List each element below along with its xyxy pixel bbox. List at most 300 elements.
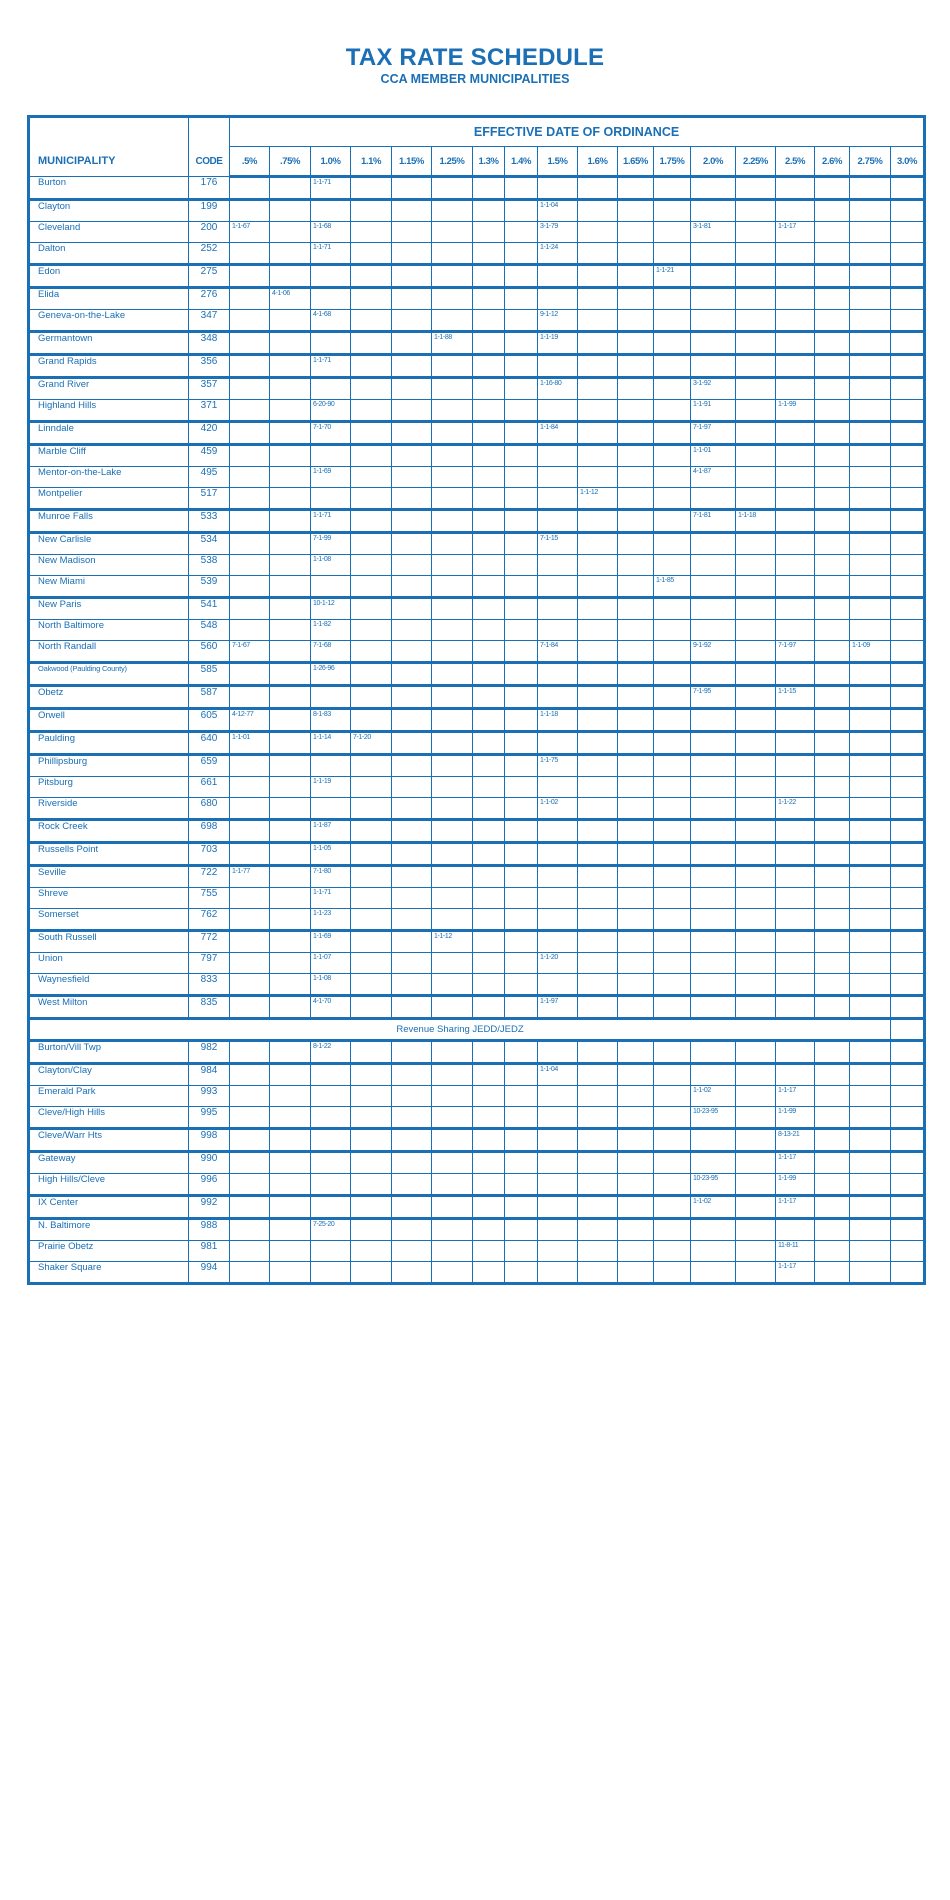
date-cell: 4-1-70 bbox=[311, 996, 351, 1019]
date-cell bbox=[270, 422, 311, 445]
date-cell bbox=[351, 1129, 392, 1152]
municipality-code: 538 bbox=[189, 555, 230, 576]
date-cell bbox=[815, 265, 850, 288]
date-cell bbox=[776, 510, 815, 533]
date-cell bbox=[891, 222, 925, 243]
date-cell: 7-1-80 bbox=[311, 866, 351, 888]
date-cell bbox=[815, 931, 850, 953]
date-cell bbox=[815, 488, 850, 510]
date-cell bbox=[538, 1041, 578, 1064]
date-cell bbox=[473, 732, 505, 755]
date-cell bbox=[850, 777, 891, 798]
date-cell: 7-1-81 bbox=[691, 510, 736, 533]
date-cell bbox=[392, 1174, 432, 1196]
tax-rate-table bbox=[27, 115, 926, 1285]
date-cell: 8-1-83 bbox=[311, 709, 351, 732]
date-cell bbox=[351, 400, 392, 422]
date-cell bbox=[891, 1219, 925, 1241]
municipality-name: New Carlisle bbox=[29, 533, 189, 555]
date-cell bbox=[891, 1196, 925, 1219]
table-row bbox=[29, 488, 925, 510]
municipality-name: Phillipsburg bbox=[29, 755, 189, 777]
date-cell bbox=[776, 355, 815, 378]
date-cell bbox=[815, 555, 850, 576]
date-cell bbox=[736, 445, 776, 467]
date-cell bbox=[618, 1129, 654, 1152]
date-cell bbox=[691, 1064, 736, 1086]
date-cell bbox=[270, 888, 311, 909]
date-cell bbox=[776, 1041, 815, 1064]
date-cell: 1-1-68 bbox=[311, 222, 351, 243]
date-cell bbox=[850, 931, 891, 953]
date-cell bbox=[815, 620, 850, 641]
date-cell bbox=[891, 996, 925, 1019]
date-cell bbox=[691, 866, 736, 888]
date-cell bbox=[815, 888, 850, 909]
date-cell bbox=[473, 909, 505, 931]
date-cell bbox=[776, 909, 815, 931]
date-cell bbox=[432, 663, 473, 686]
date-cell bbox=[230, 288, 270, 310]
date-cell bbox=[891, 243, 925, 265]
date-cell bbox=[473, 663, 505, 686]
date-cell bbox=[776, 777, 815, 798]
municipality-name: Riverside bbox=[29, 798, 189, 820]
date-cell bbox=[736, 798, 776, 820]
date-cell bbox=[230, 1219, 270, 1241]
date-cell bbox=[815, 1041, 850, 1064]
date-cell bbox=[815, 598, 850, 620]
date-cell bbox=[270, 355, 311, 378]
date-cell bbox=[850, 1174, 891, 1196]
date-cell bbox=[230, 400, 270, 422]
date-cell bbox=[505, 709, 538, 732]
date-cell bbox=[654, 798, 691, 820]
date-cell bbox=[776, 378, 815, 400]
date-cell bbox=[850, 222, 891, 243]
municipality-name: Linndale bbox=[29, 422, 189, 445]
date-cell bbox=[578, 467, 618, 488]
date-cell bbox=[654, 488, 691, 510]
date-cell bbox=[230, 265, 270, 288]
date-cell bbox=[654, 310, 691, 332]
table-row bbox=[29, 288, 925, 310]
date-cell bbox=[815, 310, 850, 332]
date-cell bbox=[505, 777, 538, 798]
municipality-name: Marble Cliff bbox=[29, 445, 189, 467]
date-cell bbox=[736, 467, 776, 488]
date-cell: 1-1-75 bbox=[538, 755, 578, 777]
date-cell: 1-1-71 bbox=[311, 510, 351, 533]
municipality-name: Burton bbox=[29, 177, 189, 200]
date-cell bbox=[270, 1064, 311, 1086]
date-cell bbox=[891, 820, 925, 843]
date-cell bbox=[618, 1219, 654, 1241]
date-cell bbox=[270, 1107, 311, 1129]
municipality-name: Somerset bbox=[29, 909, 189, 931]
municipality-name: Elida bbox=[29, 288, 189, 310]
date-cell bbox=[505, 843, 538, 866]
date-cell: 4-1-68 bbox=[311, 310, 351, 332]
date-cell bbox=[618, 378, 654, 400]
municipality-name: Grand River bbox=[29, 378, 189, 400]
date-cell bbox=[505, 598, 538, 620]
rate-header: 2.25% bbox=[736, 147, 776, 177]
date-cell bbox=[505, 953, 538, 974]
date-cell bbox=[538, 909, 578, 931]
date-cell bbox=[815, 663, 850, 686]
date-cell bbox=[578, 243, 618, 265]
date-cell: 1-1-20 bbox=[538, 953, 578, 974]
date-cell bbox=[736, 265, 776, 288]
date-cell bbox=[473, 1152, 505, 1174]
date-cell bbox=[538, 1219, 578, 1241]
date-cell: 8-1-22 bbox=[311, 1041, 351, 1064]
date-cell bbox=[473, 641, 505, 663]
table-row bbox=[29, 641, 925, 663]
municipality-code: 459 bbox=[189, 445, 230, 467]
municipality-name: Dalton bbox=[29, 243, 189, 265]
date-cell bbox=[891, 533, 925, 555]
date-cell bbox=[270, 467, 311, 488]
date-cell bbox=[270, 265, 311, 288]
date-cell bbox=[432, 888, 473, 909]
date-cell bbox=[270, 576, 311, 598]
date-cell bbox=[473, 488, 505, 510]
date-cell bbox=[618, 777, 654, 798]
date-cell bbox=[351, 1086, 392, 1107]
date-cell bbox=[311, 1241, 351, 1262]
date-cell bbox=[736, 777, 776, 798]
date-cell bbox=[505, 1041, 538, 1064]
municipality-name: Gateway bbox=[29, 1152, 189, 1174]
date-cell bbox=[432, 1174, 473, 1196]
date-cell: 1-1-18 bbox=[538, 709, 578, 732]
rate-header: 2.0% bbox=[691, 147, 736, 177]
date-cell bbox=[736, 1174, 776, 1196]
date-cell bbox=[270, 709, 311, 732]
date-cell bbox=[230, 445, 270, 467]
date-cell bbox=[691, 777, 736, 798]
date-cell bbox=[578, 1152, 618, 1174]
date-cell: 10-23-95 bbox=[691, 1174, 736, 1196]
date-cell bbox=[473, 1262, 505, 1284]
table-row bbox=[29, 974, 925, 996]
date-cell bbox=[578, 866, 618, 888]
date-cell bbox=[270, 953, 311, 974]
date-cell bbox=[691, 663, 736, 686]
date-cell bbox=[776, 533, 815, 555]
date-cell bbox=[578, 843, 618, 866]
date-cell bbox=[654, 909, 691, 931]
date-cell bbox=[850, 445, 891, 467]
date-cell bbox=[432, 265, 473, 288]
municipality-code: 276 bbox=[189, 288, 230, 310]
rate-header: 1.75% bbox=[654, 147, 691, 177]
date-cell bbox=[270, 1241, 311, 1262]
municipality-name: Prairie Obetz bbox=[29, 1241, 189, 1262]
date-cell bbox=[618, 953, 654, 974]
date-cell bbox=[505, 222, 538, 243]
date-cell bbox=[776, 243, 815, 265]
date-cell bbox=[691, 909, 736, 931]
date-cell bbox=[618, 888, 654, 909]
date-cell bbox=[850, 422, 891, 445]
date-cell bbox=[815, 467, 850, 488]
table-row bbox=[29, 953, 925, 974]
date-cell bbox=[432, 996, 473, 1019]
municipality-code: 539 bbox=[189, 576, 230, 598]
date-cell bbox=[392, 777, 432, 798]
date-cell bbox=[736, 820, 776, 843]
date-cell bbox=[891, 974, 925, 996]
date-cell: 1-1-84 bbox=[538, 422, 578, 445]
date-cell bbox=[654, 732, 691, 755]
date-cell bbox=[230, 888, 270, 909]
date-cell bbox=[815, 422, 850, 445]
date-cell bbox=[691, 620, 736, 641]
date-cell bbox=[850, 996, 891, 1019]
date-cell bbox=[538, 777, 578, 798]
date-cell bbox=[432, 488, 473, 510]
date-cell bbox=[815, 222, 850, 243]
date-cell bbox=[776, 843, 815, 866]
date-cell bbox=[618, 663, 654, 686]
date-cell bbox=[432, 755, 473, 777]
date-cell bbox=[392, 798, 432, 820]
table-row bbox=[29, 445, 925, 467]
date-cell bbox=[654, 332, 691, 355]
date-cell bbox=[578, 445, 618, 467]
rate-header: 1.3% bbox=[473, 147, 505, 177]
date-cell: 7-1-20 bbox=[351, 732, 392, 755]
date-cell bbox=[351, 1152, 392, 1174]
table-row bbox=[29, 576, 925, 598]
date-cell bbox=[736, 843, 776, 866]
date-cell bbox=[432, 576, 473, 598]
date-cell bbox=[654, 445, 691, 467]
date-cell: 9-1-12 bbox=[538, 310, 578, 332]
date-cell bbox=[230, 755, 270, 777]
date-cell bbox=[578, 663, 618, 686]
date-cell bbox=[351, 1041, 392, 1064]
date-cell bbox=[691, 1129, 736, 1152]
date-cell bbox=[230, 931, 270, 953]
date-cell bbox=[736, 709, 776, 732]
date-cell bbox=[776, 310, 815, 332]
date-cell bbox=[815, 1219, 850, 1241]
date-cell bbox=[473, 866, 505, 888]
date-cell bbox=[473, 820, 505, 843]
date-cell bbox=[351, 1174, 392, 1196]
date-cell bbox=[392, 620, 432, 641]
date-cell bbox=[654, 1064, 691, 1086]
date-cell bbox=[850, 686, 891, 709]
date-cell bbox=[505, 265, 538, 288]
date-cell bbox=[505, 663, 538, 686]
rate-header: 1.4% bbox=[505, 147, 538, 177]
date-cell bbox=[776, 931, 815, 953]
date-cell bbox=[618, 288, 654, 310]
date-cell bbox=[776, 576, 815, 598]
date-cell bbox=[392, 1086, 432, 1107]
date-cell: 1-1-17 bbox=[776, 1086, 815, 1107]
municipality-code: 548 bbox=[189, 620, 230, 641]
date-cell bbox=[578, 888, 618, 909]
date-cell bbox=[432, 288, 473, 310]
date-cell bbox=[392, 663, 432, 686]
date-cell bbox=[654, 866, 691, 888]
date-cell bbox=[351, 422, 392, 445]
date-cell bbox=[736, 1041, 776, 1064]
municipality-code: 541 bbox=[189, 598, 230, 620]
date-cell bbox=[815, 576, 850, 598]
date-cell bbox=[311, 1129, 351, 1152]
date-cell bbox=[538, 576, 578, 598]
date-cell bbox=[505, 996, 538, 1019]
date-cell bbox=[432, 641, 473, 663]
date-cell bbox=[351, 355, 392, 378]
section-end-cell bbox=[891, 1019, 925, 1041]
date-cell bbox=[270, 996, 311, 1019]
date-cell: 7-1-84 bbox=[538, 641, 578, 663]
date-cell bbox=[691, 996, 736, 1019]
table-row bbox=[29, 555, 925, 576]
table-row bbox=[29, 1064, 925, 1086]
date-cell bbox=[230, 686, 270, 709]
date-cell bbox=[736, 1086, 776, 1107]
date-cell bbox=[538, 467, 578, 488]
date-cell: 1-1-17 bbox=[776, 1196, 815, 1219]
date-cell bbox=[392, 888, 432, 909]
date-cell bbox=[815, 1174, 850, 1196]
date-cell bbox=[270, 798, 311, 820]
date-cell bbox=[776, 820, 815, 843]
date-cell bbox=[691, 332, 736, 355]
date-cell bbox=[230, 1241, 270, 1262]
date-cell bbox=[392, 686, 432, 709]
date-cell bbox=[230, 422, 270, 445]
date-cell bbox=[654, 709, 691, 732]
municipality-header: MUNICIPALITY bbox=[29, 117, 189, 177]
date-cell: 3-1-92 bbox=[691, 378, 736, 400]
date-cell bbox=[850, 355, 891, 378]
date-cell bbox=[891, 1086, 925, 1107]
date-cell: 1-1-17 bbox=[776, 222, 815, 243]
date-cell bbox=[270, 909, 311, 931]
date-cell bbox=[351, 843, 392, 866]
date-cell bbox=[891, 555, 925, 576]
date-cell bbox=[736, 555, 776, 576]
date-cell bbox=[538, 974, 578, 996]
date-cell bbox=[850, 663, 891, 686]
date-cell bbox=[578, 510, 618, 533]
date-cell bbox=[891, 355, 925, 378]
rate-header: 1.0% bbox=[311, 147, 351, 177]
date-cell bbox=[578, 555, 618, 576]
date-cell: 4-12-77 bbox=[230, 709, 270, 732]
date-cell bbox=[736, 1196, 776, 1219]
date-cell bbox=[618, 200, 654, 222]
date-cell bbox=[618, 598, 654, 620]
date-cell bbox=[776, 467, 815, 488]
date-cell bbox=[654, 1196, 691, 1219]
date-cell bbox=[578, 332, 618, 355]
date-cell bbox=[270, 177, 311, 200]
rate-header: .5% bbox=[230, 147, 270, 177]
date-cell bbox=[736, 243, 776, 265]
date-cell bbox=[538, 1241, 578, 1262]
table-row bbox=[29, 422, 925, 445]
municipality-code: 835 bbox=[189, 996, 230, 1019]
date-cell bbox=[505, 1107, 538, 1129]
table-row bbox=[29, 709, 925, 732]
date-cell bbox=[505, 974, 538, 996]
date-cell bbox=[578, 1086, 618, 1107]
date-cell bbox=[473, 1219, 505, 1241]
date-cell bbox=[654, 1086, 691, 1107]
date-cell bbox=[736, 177, 776, 200]
date-cell bbox=[578, 1041, 618, 1064]
date-cell bbox=[392, 422, 432, 445]
municipality-name: Clayton bbox=[29, 200, 189, 222]
date-cell: 1-1-71 bbox=[311, 177, 351, 200]
date-cell bbox=[392, 200, 432, 222]
date-cell bbox=[270, 1262, 311, 1284]
date-cell bbox=[473, 576, 505, 598]
date-cell bbox=[538, 888, 578, 909]
date-cell bbox=[618, 620, 654, 641]
date-cell: 10-23-95 bbox=[691, 1107, 736, 1129]
date-cell bbox=[351, 288, 392, 310]
date-cell bbox=[618, 820, 654, 843]
date-cell bbox=[505, 243, 538, 265]
date-cell bbox=[505, 755, 538, 777]
date-cell bbox=[578, 755, 618, 777]
date-cell bbox=[815, 866, 850, 888]
municipality-code: 996 bbox=[189, 1174, 230, 1196]
date-cell: 4-1-06 bbox=[270, 288, 311, 310]
date-cell bbox=[311, 1107, 351, 1129]
date-cell bbox=[505, 1129, 538, 1152]
date-cell bbox=[618, 709, 654, 732]
date-cell bbox=[392, 222, 432, 243]
date-cell bbox=[351, 888, 392, 909]
table-row bbox=[29, 177, 925, 200]
date-cell bbox=[736, 909, 776, 931]
date-cell bbox=[351, 1241, 392, 1262]
date-cell bbox=[392, 533, 432, 555]
date-cell bbox=[230, 510, 270, 533]
date-cell: 1-1-09 bbox=[850, 641, 891, 663]
table-row bbox=[29, 1107, 925, 1129]
date-cell bbox=[270, 1196, 311, 1219]
date-cell bbox=[776, 996, 815, 1019]
municipality-name: IX Center bbox=[29, 1196, 189, 1219]
date-cell: 1-1-01 bbox=[691, 445, 736, 467]
date-cell bbox=[473, 400, 505, 422]
date-cell bbox=[392, 866, 432, 888]
date-cell bbox=[618, 422, 654, 445]
date-cell bbox=[691, 888, 736, 909]
date-cell bbox=[618, 732, 654, 755]
date-cell bbox=[850, 843, 891, 866]
date-cell bbox=[736, 1152, 776, 1174]
date-cell bbox=[505, 798, 538, 820]
date-cell bbox=[850, 1152, 891, 1174]
municipality-name: New Madison bbox=[29, 555, 189, 576]
date-cell bbox=[432, 400, 473, 422]
